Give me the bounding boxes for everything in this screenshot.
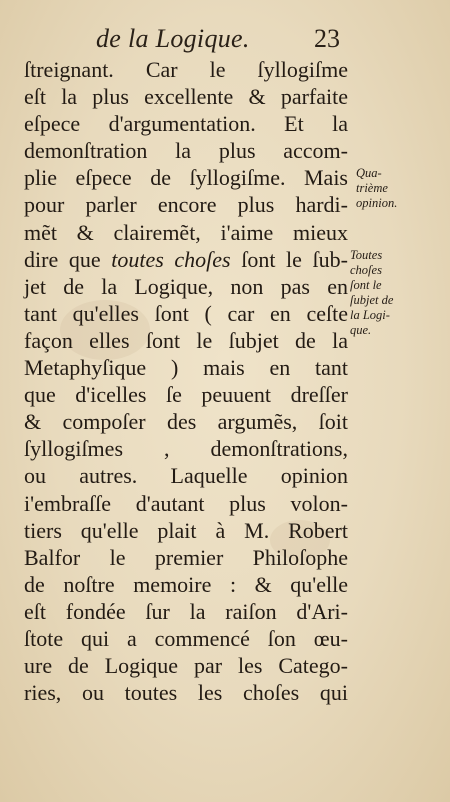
text-line: jet de la Logique, non pas en [24,273,348,299]
text-line: que d'icelles ſe peuuent dreſſer [24,382,348,408]
text-line: mẽt & clairemẽt, i'aime mieux [24,219,348,245]
running-title: de la Logique. [96,24,250,53]
text-line: & compoſer des argumẽs, ſoit [24,409,348,435]
text-line: eſt fondée ſur la raiſon d'Ari- [24,598,348,624]
text-line: eſpece d'argumentation. Et la [24,111,348,137]
text-line: dire que toutes choſes ſont le ſub- [24,246,348,272]
text-line: tant qu'elles ſont ( car en ceſte [24,300,348,326]
text-line: façon elles ſont le ſubjet de la [24,327,348,353]
text-line: tiers qu'elle plait à M. Robert [24,517,348,543]
text-line: ou autres. Laquelle opinion [24,463,348,489]
margin-note-fourth-opinion [356,166,397,211]
text-line: Metaphyſique ) mais en tant [24,355,348,381]
margin-note-line: que. [350,323,372,337]
text-line: plie eſpece de ſyllogiſme. Mais [24,165,348,191]
text-line: Balfor le premier Philoſophe [24,544,348,570]
text-line: demonſtration la plus accom- [24,138,348,164]
margin-note-line: choſes [350,263,382,277]
text-line: ure de Logique par les Catego- [24,653,348,679]
margin-note-line: Toutes [350,248,383,262]
margin-note-line: opinion. [356,196,398,210]
margin-note-all-things [350,248,393,338]
text-line: ſtote qui a commencé ſon œu- [24,625,348,651]
text-line: i'embraſſe d'autant plus volon- [24,490,348,516]
text-line: de noſtre memoire : & qu'elle [24,571,348,597]
margin-note-line: ſubjet de [350,293,394,307]
text-line: ries, ou toutes les choſes qui [24,680,348,706]
page-header [0,24,450,58]
body-text [24,56,354,706]
text-line: ſtreignant. Car le ſyllogiſme [24,57,348,82]
margin-note-line: ſont le [350,278,382,292]
margin-note-line: Qua- [356,166,382,180]
page-number: 23 [314,24,340,53]
text-line: eſt la plus excellente & parfaite [24,84,348,110]
margin-note-line: la Logi- [350,308,390,322]
margin-note-line: trième [356,181,388,195]
text-line: ſyllogiſmes , demonſtrations, [24,436,348,462]
text-line: pour parler encore plus hardi- [24,192,348,218]
